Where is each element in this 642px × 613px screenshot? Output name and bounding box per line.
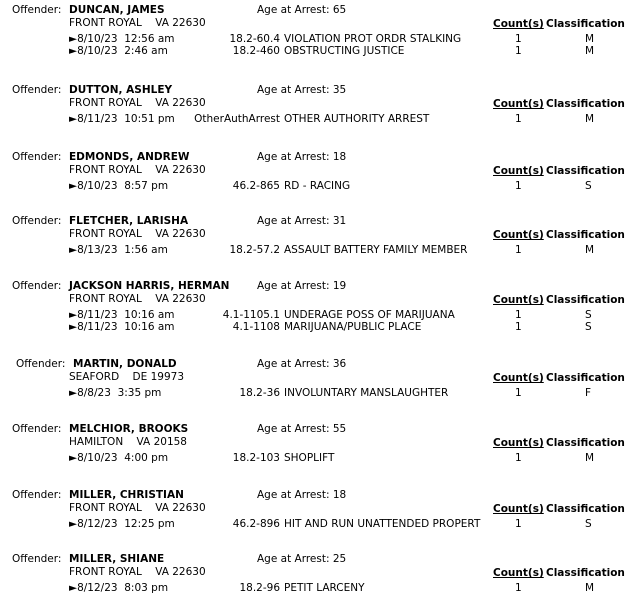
offender-record [0, 358, 642, 418]
charge-count: 1 [515, 113, 522, 125]
charge-date: 8/10/23 [77, 180, 118, 192]
charge-datetime [69, 33, 175, 45]
statute-code: 18.2-36 [239, 387, 280, 399]
state: VA [155, 566, 169, 578]
offender-name: FLETCHER, LARISHA [69, 215, 189, 227]
bullet-icon: ► [69, 33, 78, 45]
charge-time: 10:16 am [124, 321, 175, 333]
offender-address [69, 164, 206, 176]
charge-description: MARIJUANA/PUBLIC PLACE [284, 321, 422, 333]
bullet-icon: ► [69, 113, 78, 125]
age-label: Age at Arrest: [257, 215, 330, 227]
state: DE [132, 371, 148, 383]
age-at-arrest [257, 215, 346, 227]
charge-row [0, 309, 642, 321]
charge-description: OBSTRUCTING JUSTICE [284, 45, 405, 57]
bullet-icon: ► [69, 518, 78, 530]
charge-classification: S [585, 518, 592, 530]
zip: 22630 [172, 97, 206, 109]
charge-count: 1 [515, 45, 522, 57]
city: SEAFORD [69, 371, 120, 383]
counts-header: Count(s) [493, 437, 544, 449]
charge-date: 8/11/23 [77, 309, 118, 321]
statute-code: 4.1-1108 [232, 321, 280, 333]
age-value: 18 [332, 151, 347, 163]
charge-datetime [69, 113, 175, 125]
statute-code: 18.2-96 [239, 582, 280, 594]
bullet-icon: ► [69, 180, 78, 192]
state: VA [136, 436, 151, 448]
charge-row [0, 180, 642, 192]
offender-record [0, 489, 642, 549]
charge-time: 12:25 pm [124, 518, 175, 530]
offender-label: Offender: [12, 151, 62, 163]
counts-header: Count(s) [493, 165, 544, 177]
offender-label: Offender: [12, 84, 62, 96]
counts-header: Count(s) [493, 98, 544, 110]
charge-classification: M [585, 244, 595, 256]
offender-address [69, 502, 206, 514]
charge-row [0, 452, 642, 464]
age-label: Age at Arrest: [257, 358, 330, 370]
charge-count: 1 [515, 387, 522, 399]
offender-record [0, 215, 642, 275]
zip: 19973 [150, 371, 185, 383]
age-at-arrest [257, 280, 346, 292]
charge-classification: M [585, 113, 595, 125]
charge-datetime [69, 452, 168, 464]
age-at-arrest [257, 4, 346, 16]
state: VA [155, 502, 169, 514]
charge-time: 2:46 am [124, 45, 168, 57]
charge-date: 8/11/23 [77, 321, 118, 333]
offender-address [69, 436, 187, 448]
age-at-arrest [257, 151, 346, 163]
classification-header: Classification [546, 437, 625, 449]
charge-datetime [69, 518, 175, 530]
offender-record [0, 280, 642, 340]
offender-name: MARTIN, DONALD [73, 358, 177, 370]
city: FRONT ROYAL [69, 293, 142, 305]
charge-classification: S [585, 309, 592, 321]
age-at-arrest [257, 489, 346, 501]
bullet-icon: ► [69, 321, 78, 333]
charge-datetime [69, 582, 168, 594]
offender-label: Offender: [12, 215, 62, 227]
age-label: Age at Arrest: [257, 4, 330, 16]
charge-count: 1 [515, 518, 522, 530]
statute-code: 18.2-57.2 [229, 244, 280, 256]
counts-header: Count(s) [493, 229, 544, 241]
charge-row [0, 518, 642, 530]
offender-name: MILLER, CHRISTIAN [69, 489, 184, 501]
classification-header: Classification [546, 165, 625, 177]
charge-time: 8:57 pm [124, 180, 169, 192]
charge-row [0, 387, 642, 399]
zip: 22630 [172, 502, 206, 514]
age-label: Age at Arrest: [257, 489, 330, 501]
state: VA [155, 97, 169, 109]
charge-date: 8/10/23 [77, 45, 118, 57]
charge-count: 1 [515, 452, 522, 464]
classification-header: Classification [546, 294, 625, 306]
charge-count: 1 [515, 244, 522, 256]
offender-record [0, 553, 642, 613]
offender-label: Offender: [12, 4, 62, 16]
state: VA [155, 164, 169, 176]
age-label: Age at Arrest: [257, 553, 330, 565]
charge-time: 1:56 am [124, 244, 168, 256]
charge-description: SHOPLIFT [284, 452, 335, 464]
age-label: Age at Arrest: [257, 151, 330, 163]
bullet-icon: ► [69, 387, 78, 399]
city: FRONT ROYAL [69, 566, 142, 578]
charge-time: 12:56 am [124, 33, 175, 45]
city: FRONT ROYAL [69, 97, 142, 109]
offender-address [69, 17, 206, 29]
classification-header: Classification [546, 98, 625, 110]
age-at-arrest [257, 84, 346, 96]
offender-name: MILLER, SHIANE [69, 553, 165, 565]
charge-row [0, 321, 642, 333]
charge-description: ASSAULT BATTERY FAMILY MEMBER [284, 244, 468, 256]
state: VA [155, 17, 169, 29]
age-value: 35 [332, 84, 347, 96]
counts-header: Count(s) [493, 18, 544, 30]
offender-address [69, 566, 206, 578]
charge-classification: S [585, 321, 592, 333]
charge-date: 8/12/23 [77, 518, 118, 530]
charge-row [0, 33, 642, 45]
charge-row [0, 113, 642, 125]
age-value: 18 [332, 489, 347, 501]
offender-name: MELCHIOR, BROOKS [69, 423, 189, 435]
charge-classification: M [585, 33, 595, 45]
counts-header: Count(s) [493, 567, 544, 579]
classification-header: Classification [546, 372, 625, 384]
zip: 22630 [172, 566, 206, 578]
classification-header: Classification [546, 229, 625, 241]
charge-description: UNDERAGE POSS OF MARIJUANA [284, 309, 455, 321]
charge-time: 10:51 pm [124, 113, 175, 125]
city: FRONT ROYAL [69, 164, 142, 176]
classification-header: Classification [546, 503, 625, 515]
offender-address [69, 371, 184, 383]
charge-date: 8/10/23 [77, 452, 118, 464]
offender-label: Offender: [12, 280, 62, 292]
city: FRONT ROYAL [69, 502, 142, 514]
offender-name: EDMONDS, ANDREW [69, 151, 190, 163]
charge-row [0, 582, 642, 594]
charge-datetime [69, 321, 175, 333]
statute-code: 46.2-896 [232, 518, 280, 530]
offender-name: DUNCAN, JAMES [69, 4, 165, 16]
charge-description: OTHER AUTHORITY ARREST [284, 113, 430, 125]
charge-date: 8/12/23 [77, 582, 118, 594]
charge-description: HIT AND RUN UNATTENDED PROPERT [284, 518, 481, 530]
offender-label: Offender: [12, 553, 62, 565]
counts-header: Count(s) [493, 503, 544, 515]
charge-date: 8/8/23 [77, 387, 111, 399]
charge-row [0, 244, 642, 256]
age-value: 25 [332, 553, 347, 565]
age-value: 19 [332, 280, 347, 292]
statute-code: OtherAuthArrest [194, 113, 280, 125]
charge-count: 1 [515, 33, 522, 45]
counts-header: Count(s) [493, 372, 544, 384]
age-value: 31 [332, 215, 347, 227]
charge-count: 1 [515, 321, 522, 333]
charge-row [0, 45, 642, 57]
offender-record [0, 423, 642, 483]
charge-classification: F [585, 387, 592, 399]
age-value: 55 [332, 423, 347, 435]
charge-count: 1 [515, 180, 522, 192]
charge-count: 1 [515, 309, 522, 321]
city: FRONT ROYAL [69, 17, 142, 29]
offender-record [0, 4, 642, 64]
zip: 22630 [172, 293, 206, 305]
bullet-icon: ► [69, 582, 78, 594]
age-value: 36 [332, 358, 347, 370]
bullet-icon: ► [69, 309, 78, 321]
age-value: 65 [332, 4, 347, 16]
charge-description: RD - RACING [284, 180, 351, 192]
charge-description: PETIT LARCENY [284, 582, 365, 594]
bullet-icon: ► [69, 45, 78, 57]
charge-date: 8/13/23 [77, 244, 118, 256]
charge-count: 1 [515, 582, 522, 594]
charge-date: 8/10/23 [77, 33, 118, 45]
counts-header: Count(s) [493, 294, 544, 306]
offender-address [69, 293, 206, 305]
city: FRONT ROYAL [69, 228, 142, 240]
age-label: Age at Arrest: [257, 423, 330, 435]
charge-time: 8:03 pm [124, 582, 169, 594]
offender-record [0, 84, 642, 144]
charge-date: 8/11/23 [77, 113, 118, 125]
charge-time: 10:16 am [124, 309, 175, 321]
offender-label: Offender: [12, 423, 62, 435]
age-at-arrest [257, 423, 346, 435]
statute-code: 18.2-103 [232, 452, 280, 464]
age-at-arrest [257, 358, 346, 370]
charge-datetime [69, 180, 168, 192]
charge-datetime [69, 244, 168, 256]
charge-description: INVOLUNTARY MANSLAUGHTER [284, 387, 449, 399]
offender-address [69, 97, 206, 109]
age-label: Age at Arrest: [257, 84, 330, 96]
charge-description: VIOLATION PROT ORDR STALKING [284, 33, 462, 45]
city: HAMILTON [69, 436, 124, 448]
statute-code: 18.2-60.4 [229, 33, 280, 45]
zip: 20158 [153, 436, 187, 448]
charge-time: 4:00 pm [124, 452, 169, 464]
statute-code: 46.2-865 [232, 180, 280, 192]
classification-header: Classification [546, 567, 625, 579]
statute-code: 18.2-460 [232, 45, 280, 57]
charge-classification: M [585, 582, 595, 594]
offender-name: DUTTON, ASHLEY [69, 84, 173, 96]
zip: 22630 [172, 228, 206, 240]
charge-classification: S [585, 180, 592, 192]
state: VA [155, 293, 169, 305]
offender-address [69, 228, 206, 240]
age-label: Age at Arrest: [257, 280, 330, 292]
offender-record [0, 151, 642, 211]
zip: 22630 [172, 17, 206, 29]
state: VA [155, 228, 169, 240]
bullet-icon: ► [69, 244, 78, 256]
classification-header: Classification [546, 18, 625, 30]
charge-time: 3:35 pm [117, 387, 162, 399]
age-at-arrest [257, 553, 346, 565]
charge-classification: M [585, 452, 595, 464]
zip: 22630 [172, 164, 206, 176]
offender-label: Offender: [12, 489, 62, 501]
offender-label: Offender: [16, 358, 66, 370]
offender-name: JACKSON HARRIS, HERMAN [69, 280, 230, 292]
bullet-icon: ► [69, 452, 78, 464]
charge-datetime [69, 45, 168, 57]
charge-datetime [69, 387, 161, 399]
statute-code: 4.1-1105.1 [222, 309, 280, 321]
charge-classification: M [585, 45, 595, 57]
charge-datetime [69, 309, 175, 321]
